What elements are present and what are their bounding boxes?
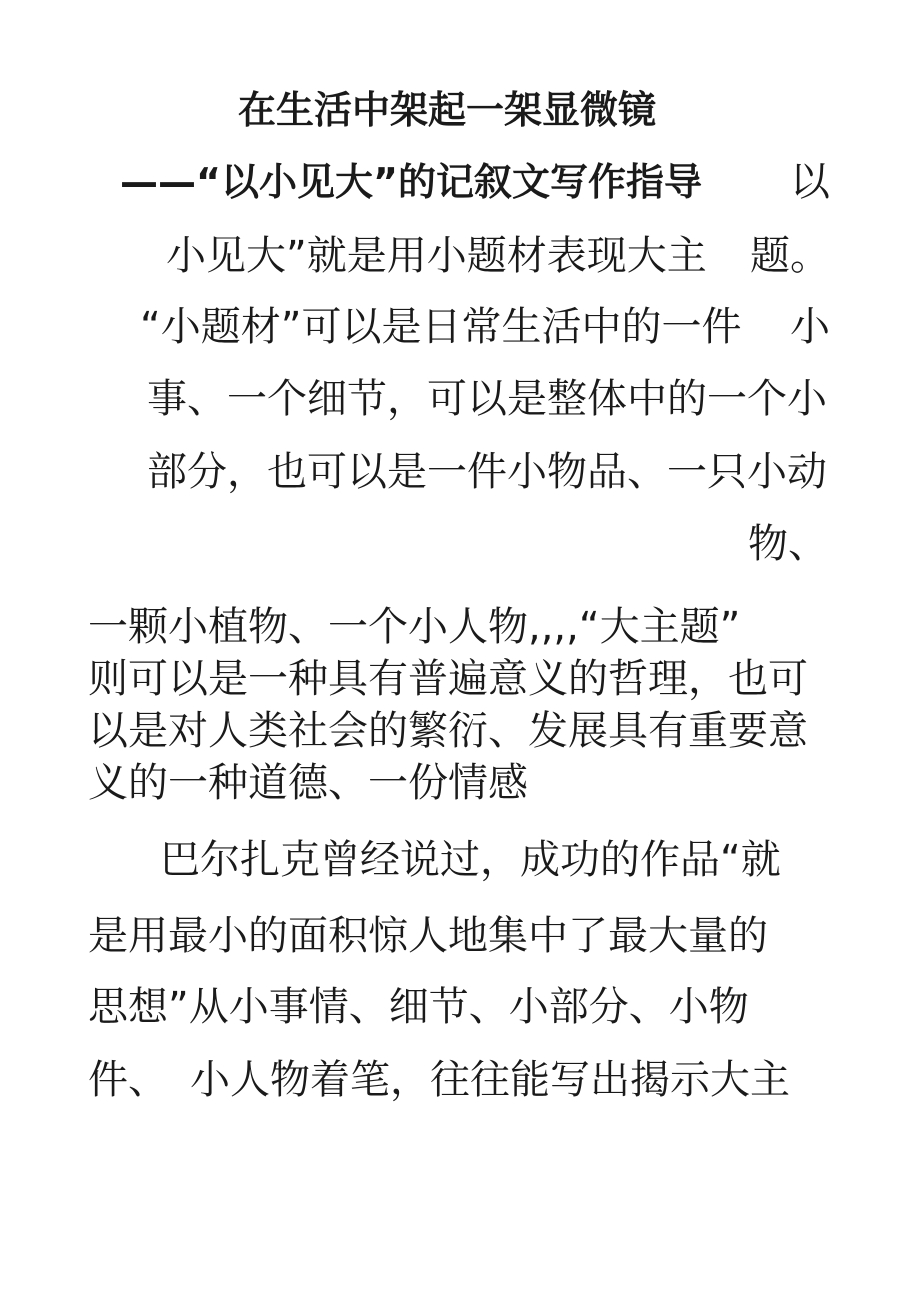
body-line-14: 是用最小的面积惊人地集中了最大量的 xyxy=(88,913,768,959)
body-line-1: 以 xyxy=(790,159,830,205)
body-line-6: 事、一个细节，可以是整体中的一个小 xyxy=(147,376,827,422)
body-line-12: 义的一种道德、一份情感 xyxy=(88,760,528,806)
body-line-9: 一颗小植物、一个小人物,,,,“大主题” xyxy=(88,604,741,650)
body-line-13: 巴尔扎克曾经说过，成功的作品“就 xyxy=(160,837,781,883)
body-line-10: 则可以是一种具有普遍意义的哲理，也可 xyxy=(88,656,808,702)
body-line-11: 以是对人类社会的繁衍、发展具有重要意 xyxy=(88,708,808,754)
body-line-17: 小人物着笔，往往能写出揭示大主 xyxy=(190,1057,790,1103)
document-subtitle: ——“以小见大”的记叙文写作指导 xyxy=(120,160,702,204)
body-line-3: 题。 xyxy=(750,233,830,279)
body-line-2: 小见大”就是用小题材表现大主 xyxy=(166,233,707,279)
body-line-4: “小题材”可以是日常生活中的一件 xyxy=(140,304,742,350)
body-line-8: 物、 xyxy=(748,521,828,567)
body-line-7: 部分，也可以是一件小物品、一只小动 xyxy=(147,449,827,495)
body-line-5: 小 xyxy=(790,304,830,350)
body-line-16: 件、 xyxy=(88,1057,168,1103)
document-title: 在生活中架起一架显微镜 xyxy=(238,88,657,132)
body-line-15: 思想”从小事情、细节、小部分、小物 xyxy=(88,984,749,1030)
